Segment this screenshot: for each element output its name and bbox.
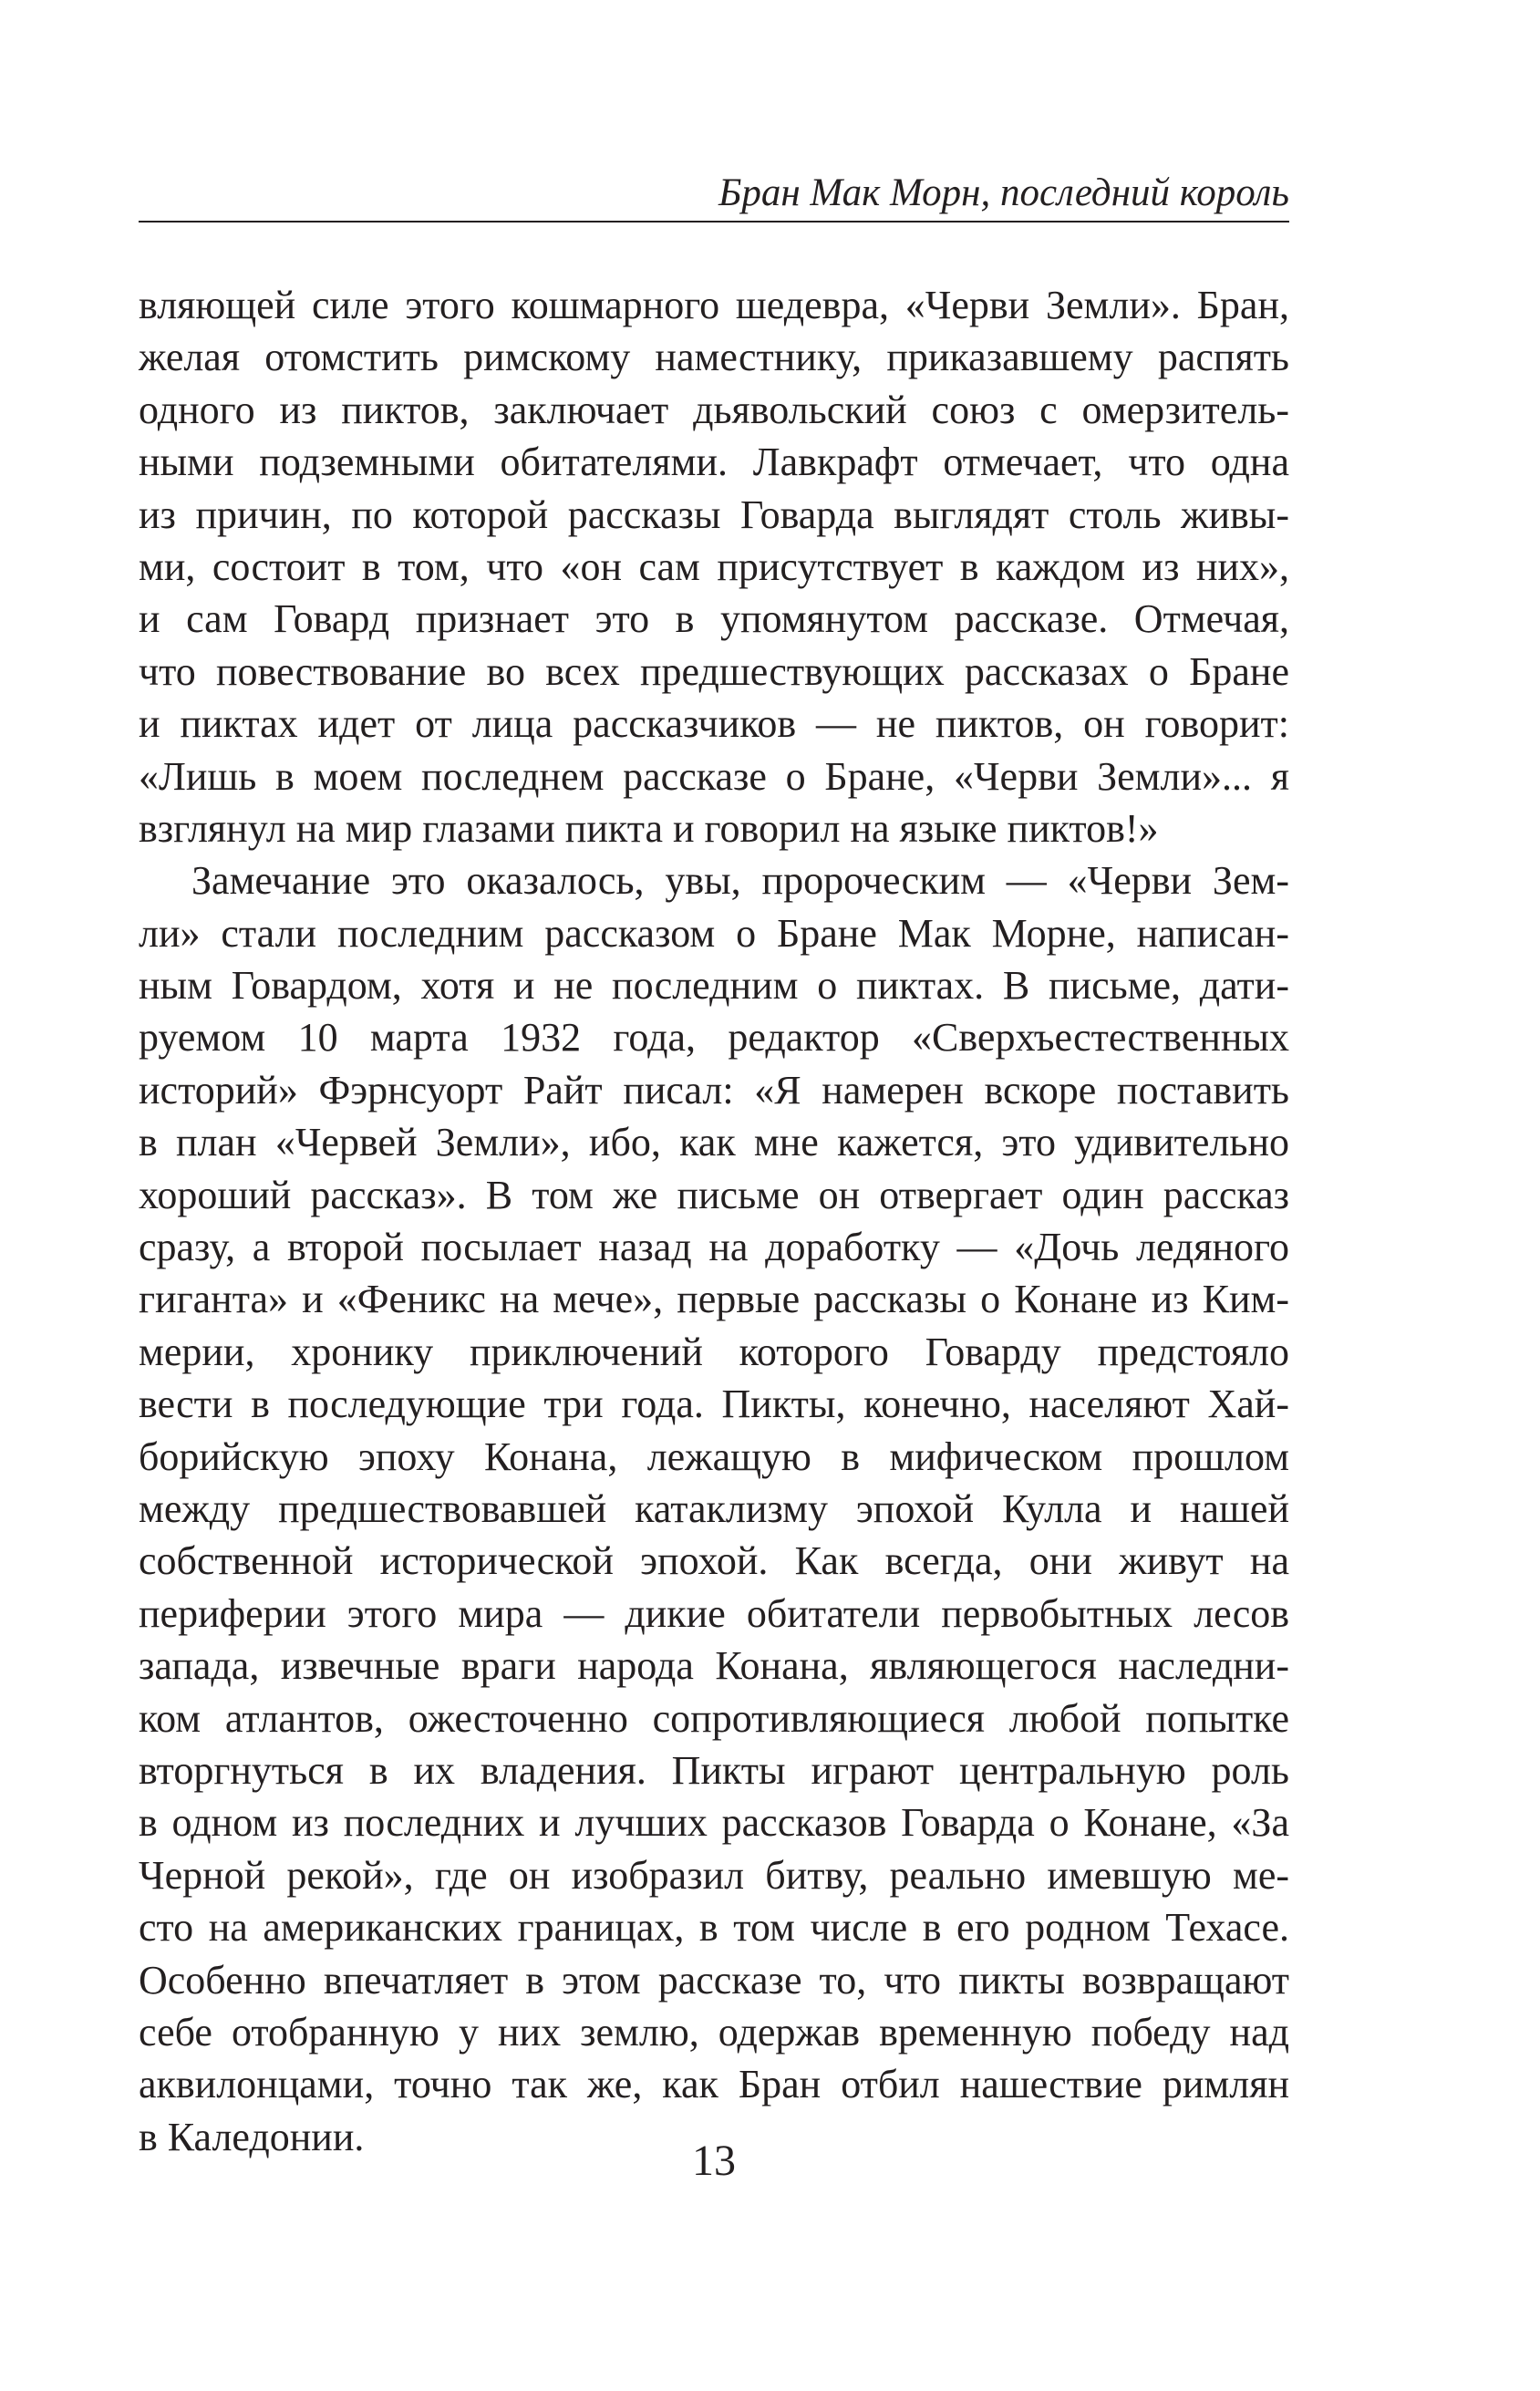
text-line: в одном из последних и лучших рассказов Говарда о Конане, «За [139,1800,1289,1846]
text-line: желая отомстить римскому наместнику, приказавшему распять [139,335,1289,380]
text-line: взглянул на мир глазами пикта и говорил на языке пиктов!» [139,805,1159,851]
text-line: ми, состоит в том, что «он сам присутствует в каждом из них», [139,543,1289,589]
header-rule [139,221,1289,223]
text-line: гиганта» и «Феникс на мече», первые рассказы о Конане из Ким- [139,1277,1289,1322]
text-line: сто на американских границах, в том числе в его родном Техасе. [139,1905,1289,1951]
text-line: и сам Говард признает это в упомянутом рассказе. Отмечая, [139,596,1289,642]
text-line: сразу, а второй посылает назад на доработку — «Дочь ледяного [139,1225,1289,1270]
text-line: и пиктах идет от лица рассказчиков — не пиктов, он говорит: [139,701,1289,747]
text-line: борийскую эпоху Конана, лежащую в мифическом прошлом [139,1434,1289,1479]
text-line: ли» стали последним рассказом о Бране Мак Морне, написан- [139,910,1289,956]
text-line: что повествование во всех предшествующих рассказах о Бране [139,648,1289,694]
body-text [139,279,1289,2163]
text-line: одного из пиктов, заключает дьявольский союз с омерзитель- [139,387,1289,432]
text-line: вторгнуться в их владения. Пикты играют центральную роль [139,1747,1289,1793]
text-line: Черной рекой», где он изобразил битву, реально имевшую ме- [139,1852,1289,1898]
paragraph-2 [139,854,1289,2163]
text-line: себе отобранную у них землю, одержав временную победу над [139,2009,1289,2055]
text-line: в Каледонии. [139,2114,365,2159]
text-line: хороший рассказ». В том же письме он отвергает один рассказ [139,1172,1289,1217]
text-line: между предшествовавшей катаклизму эпохой Кулла и нашей [139,1485,1289,1531]
text-line: мерии, хронику приключений которого Говарду предстояло [139,1329,1289,1374]
text-line: в план «Червей Земли», ибо, как мне кажется, это удивительно [139,1120,1289,1165]
text-line: Замечание это оказалось, увы, пророческим — «Черви Зем- [191,858,1289,904]
text-line: историй» Фэрнсуорт Райт писал: «Я намерен вскоре поставить [139,1067,1289,1113]
text-line: «Лишь в моем последнем рассказе о Бране, «Черви Земли»... я [139,753,1289,799]
text-line: вести в последующие три года. Пикты, конечно, населяют Хай- [139,1382,1289,1427]
text-line: ными подземными обитателями. Лавкрафт отмечает, что одна [139,440,1289,485]
text-line: руемом 10 марта 1932 года, редактор «Сверхъестественных [139,1015,1289,1061]
text-line: аквилонцами, точно так же, как Бран отбил нашествие римлян [139,2062,1289,2107]
text-line: Особенно впечатляет в этом рассказе то, что пикты возвращают [139,1957,1289,2003]
paragraph-1 [139,279,1289,854]
text-line: ным Говардом, хотя и не последним о пиктах. В письме, дати- [139,963,1289,1009]
page-number: 13 [692,2137,736,2185]
text-line: собственной исторической эпохой. Как всегда, они живут на [139,1538,1289,1584]
text-line: из причин, по которой рассказы Говарда выглядят столь живы- [139,492,1289,537]
text-line: запада, извечные враги народа Конана, являющегося наследни- [139,1643,1289,1689]
text-line: периферии этого мира — дикие обитатели первобытных лесов [139,1590,1289,1636]
running-head: Бран Мак Морн, последний король [718,171,1289,214]
text-line: вляющей силе этого кошмарного шедевра, «Черви Земли». Бран, [139,283,1289,327]
text-line: ком атлантов, ожесточенно сопротивляющиеся любой попытке [139,1695,1289,1741]
